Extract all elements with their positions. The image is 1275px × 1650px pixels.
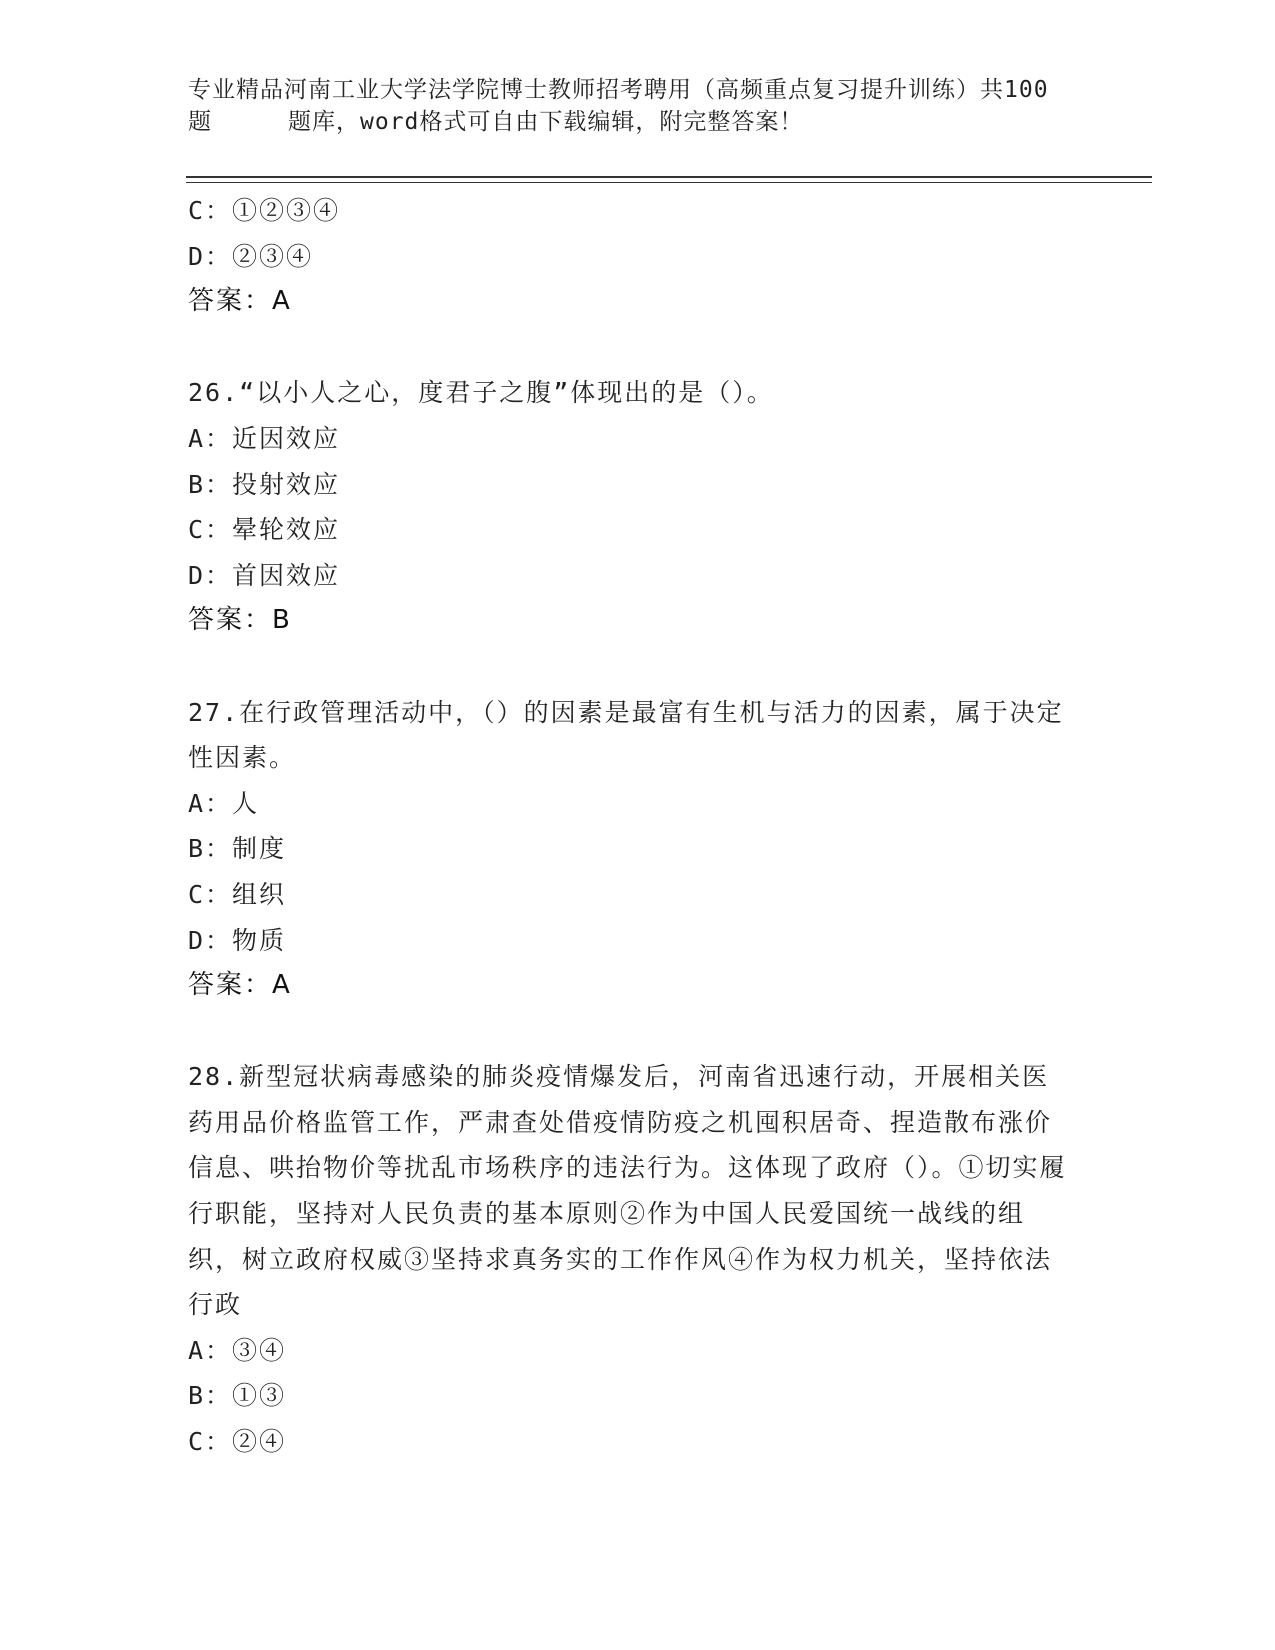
option-a: A：③④ (188, 1335, 287, 1365)
question-text: 27.在行政管理活动中，（）的因素是最富有生机与活力的因素，属于决定性因素。 (188, 697, 1064, 773)
option-a: A：人 (188, 788, 260, 818)
question-26 (188, 370, 1088, 644)
option-c: C：晕轮效应 (188, 515, 341, 545)
header-title-line2-start: 题 (188, 109, 212, 135)
option-c: C：组织 (188, 879, 287, 909)
option-c: C：①②③④ (188, 196, 341, 225)
option-a: A：近因效应 (188, 423, 341, 453)
header-title-line2-rest: 题库，word格式可自由下载编辑，附完整答案！ (288, 109, 804, 135)
header-divider-thin (186, 182, 1152, 183)
previous-question-tail (188, 188, 1088, 325)
question-text: 26.“以小人之心，度君子之腹”体现出的是（）。 (188, 378, 774, 408)
option-b: B：投射效应 (188, 469, 341, 499)
option-c: C：②④ (188, 1427, 287, 1457)
answer-line: 答案：B (188, 605, 292, 636)
header-divider-thick (186, 176, 1152, 178)
answer-line: 答案：A (188, 286, 292, 317)
header-title-line2 (188, 106, 1088, 138)
option-d: D：②③④ (188, 241, 314, 271)
question-28 (188, 1054, 1088, 1464)
question-text: 28.新型冠状病毒感染的肺炎疫情爆发后，河南省迅速行动，开展相关医药用品价格监管工作，严肃查处借疫情防疫之机囤积居奇、捏造散布涨价信息、哄抬物价等扰乱市场秩序的违法行为。这体现了政府（）。①切实履行职能，坚持对人民负责的基本原则②作为中国人民爱国统一战线的组织，树立政府权威③坚持求真务实的工作作风④作为权力机关，坚持依法行政 (188, 1062, 1067, 1320)
option-b: B：①③ (188, 1381, 287, 1411)
header-title-line1: 专业精品河南工业大学法学院博士教师招考聘用（高频重点复习提升训练）共100 (188, 77, 1049, 103)
question-list (188, 188, 1088, 1465)
answer-line: 答案：A (188, 970, 292, 1001)
option-d: D：首因效应 (188, 560, 341, 590)
option-d: D：物质 (188, 925, 287, 955)
page-header (188, 74, 1088, 138)
option-b: B：制度 (188, 834, 287, 864)
question-27 (188, 690, 1088, 1009)
